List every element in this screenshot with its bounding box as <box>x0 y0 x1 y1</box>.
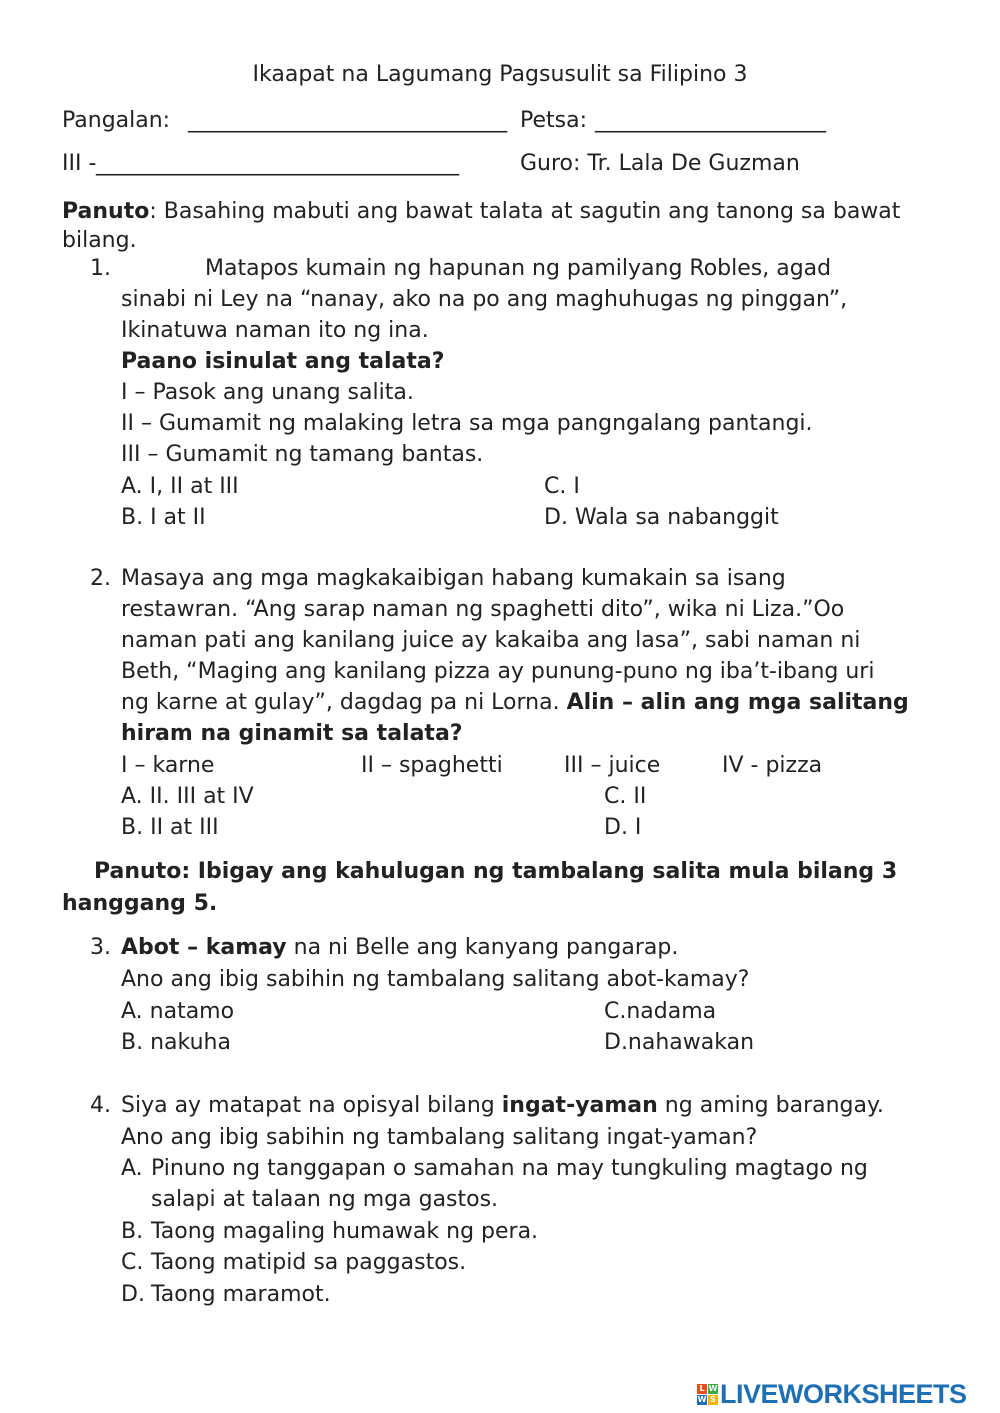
q4-choice-b-letter[interactable]: B. <box>121 1219 144 1244</box>
q1-passage-line: sinabi ni Ley na “nanay, ako na po ang maghuhugas ng pinggan”, <box>121 287 848 312</box>
q4-choice-a-letter[interactable]: A. <box>121 1156 143 1181</box>
q3-choice-d[interactable]: D.nahawakan <box>604 1030 755 1055</box>
q2-choice-b[interactable]: B. II at III <box>121 815 219 840</box>
name-label: Pangalan: <box>62 108 171 133</box>
q1-statement: I – Pasok ang unang salita. <box>121 380 414 405</box>
q4-choice-b[interactable]: Taong magaling humawak ng pera. <box>151 1219 539 1244</box>
date-label: Petsa: <box>520 108 587 133</box>
q2-option: I – karne <box>121 753 215 778</box>
q4-choice-d[interactable]: Taong maramot. <box>151 1282 331 1307</box>
q4-choice-a-cont[interactable]: salapi at talaan ng mga gastos. <box>151 1187 499 1212</box>
q4-question: Ano ang ibig sabihin ng tambalang salitang ingat-yaman? <box>121 1125 758 1150</box>
instructions-text: : Basahing mabuti ang bawat talata at sagutin ang tanong sa bawat <box>149 199 901 224</box>
q2-choice-a[interactable]: A. II. III at IV <box>121 784 254 809</box>
q2-option: II – spaghetti <box>361 753 503 778</box>
q3-choice-c[interactable]: C.nadama <box>604 999 717 1024</box>
q2-option: III – juice <box>564 753 661 778</box>
q2-passage-line: Masaya ang mga magkakaibigan habang kumakain sa isang <box>121 566 786 591</box>
q4-choice-c-letter[interactable]: C. <box>121 1250 144 1275</box>
q2-question: hiram na ginamit sa talata? <box>121 721 463 746</box>
page-title: Ikaapat na Lagumang Pagsusulit sa Filipino 3 <box>252 62 748 87</box>
q3-number: 3. <box>90 935 111 960</box>
q1-passage-line: Matapos kumain ng hapunan ng pamilyang Robles, agad <box>205 256 832 281</box>
instructions-label: Panuto <box>62 199 150 224</box>
instructions-2: Panuto: Ibigay ang kahulugan ng tambalang salita mula bilang 3 <box>94 859 898 884</box>
date-field[interactable]: _____________________ <box>595 108 826 133</box>
q2-passage-line: naman pati ang kanilang juice ay kakaiba ang lasa”, sabi naman ni <box>121 628 861 653</box>
logo-cell: S <box>708 1395 718 1405</box>
q1-statement: III – Gumamit ng tamang bantas. <box>121 442 484 467</box>
instructions <box>62 196 900 227</box>
q4-choice-a[interactable]: Pinuno ng tanggapan o samahan na may tungkuling magtago ng <box>151 1156 868 1181</box>
liveworksheets-icon <box>697 1384 718 1405</box>
instructions-2-cont: hanggang 5. <box>62 891 218 916</box>
q3-sentence: Abot – kamay na ni Belle ang kanyang pangarap. <box>121 935 679 960</box>
q2-passage-line: Beth, “Maging ang kanilang pizza ay punung-puno ng iba’t-ibang uri <box>121 659 875 684</box>
q1-choice-d[interactable]: D. Wala sa nabanggit <box>544 505 779 530</box>
q2-passage-line: ng karne at gulay”, dagdag pa ni Lorna. Alin – alin ang mga salitang <box>121 690 909 715</box>
section-field[interactable]: _________________________________ <box>96 151 459 176</box>
teacher-label: Guro: Tr. Lala De Guzman <box>520 151 800 176</box>
liveworksheets-wordmark: LIVEWORKSHEETS <box>720 1379 967 1409</box>
q4-choice-c[interactable]: Taong matipid sa paggastos. <box>151 1250 467 1275</box>
q2-choice-c[interactable]: C. II <box>604 784 647 809</box>
q1-choice-b[interactable]: B. I at II <box>121 505 206 530</box>
q4-sentence: Siya ay matapat na opisyal bilang ingat-yaman ng aming barangay. <box>121 1093 884 1118</box>
q2-number: 2. <box>90 566 111 591</box>
q2-choice-d[interactable]: D. I <box>604 815 642 840</box>
q1-choice-c[interactable]: C. I <box>544 474 580 499</box>
logo-cell: W <box>697 1395 707 1404</box>
liveworksheets-logo[interactable] <box>697 1379 967 1410</box>
instructions-text-cont: bilang. <box>62 228 137 253</box>
logo-cell: W <box>708 1384 718 1393</box>
name-field[interactable]: _____________________________ <box>188 108 507 133</box>
q4-number: 4. <box>90 1093 111 1118</box>
q2-option: IV - pizza <box>722 753 823 778</box>
q3-question: Ano ang ibig sabihin ng tambalang salitang abot-kamay? <box>121 967 750 992</box>
section-label: III - <box>62 151 97 176</box>
q1-passage-line: Ikinatuwa naman ito ng ina. <box>121 318 429 343</box>
logo-cell: L <box>697 1384 707 1394</box>
q1-number: 1. <box>90 256 111 281</box>
q4-choice-d-letter[interactable]: D. <box>121 1282 145 1307</box>
q1-choice-a[interactable]: A. I, II at III <box>121 474 239 499</box>
q2-passage-line: restawran. “Ang sarap naman ng spaghetti dito”, wika ni Liza.”Oo <box>121 597 845 622</box>
q1-statement: II – Gumamit ng malaking letra sa mga pangngalang pantangi. <box>121 411 813 436</box>
q3-choice-a[interactable]: A. natamo <box>121 999 235 1024</box>
q3-choice-b[interactable]: B. nakuha <box>121 1030 231 1055</box>
q1-question: Paano isinulat ang talata? <box>121 349 445 374</box>
